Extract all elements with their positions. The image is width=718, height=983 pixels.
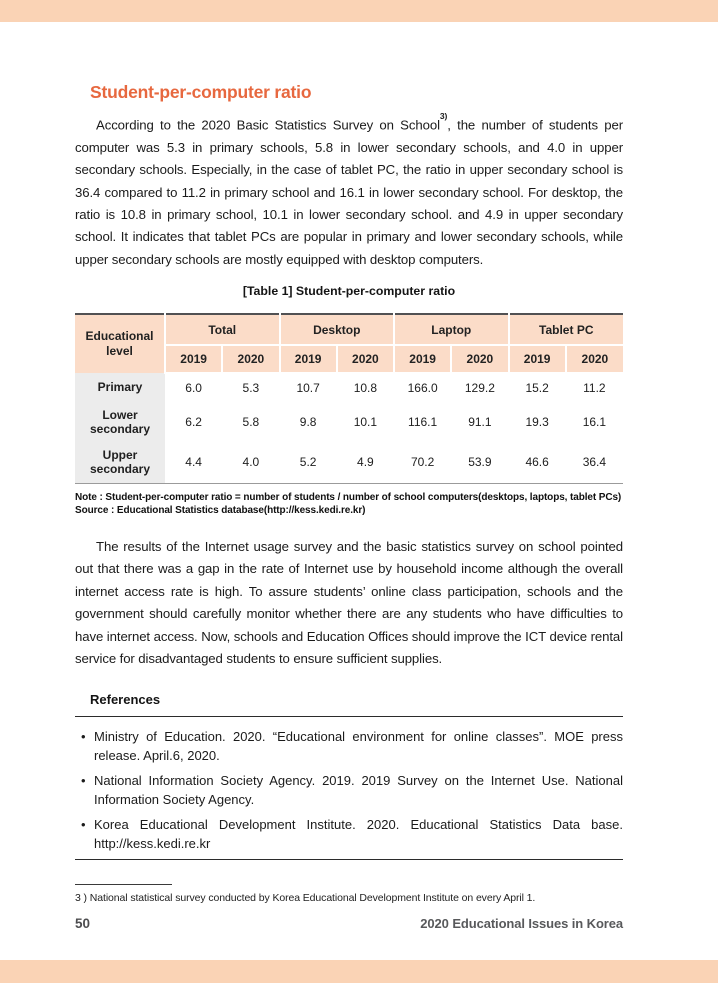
row-label-primary: Primary bbox=[75, 373, 165, 401]
table-source: Source : Educational Statistics database(http://kess.kedi.re.kr) bbox=[75, 504, 366, 516]
table-cell: 9.8 bbox=[299, 414, 317, 429]
table-cell: 16.1 bbox=[582, 414, 607, 429]
table-cell: 129.2 bbox=[464, 380, 495, 395]
book-title: 2020 Educational Issues in Korea bbox=[420, 916, 623, 931]
column-group-total: Total bbox=[165, 314, 280, 345]
paragraph-1-text: According to the 2020 Basic Statistics Survey on School bbox=[96, 117, 440, 133]
footnote-text bbox=[75, 892, 623, 904]
table-row bbox=[75, 373, 623, 401]
table-cell: 19.3 bbox=[525, 414, 549, 429]
reference-text: National Information Society Agency. 2019. 2019 Survey on the Internet Use. National Information Society Agency. bbox=[94, 773, 623, 807]
table-row bbox=[75, 442, 623, 483]
page-content bbox=[75, 0, 623, 983]
page-footer bbox=[75, 916, 623, 931]
table-cell: 5.2 bbox=[299, 455, 317, 470]
table-cell: 10.1 bbox=[353, 414, 378, 429]
table-cell: 46.6 bbox=[525, 455, 549, 470]
column-header-educational-level: Educational level bbox=[75, 314, 165, 373]
section-title: Student-per-computer ratio bbox=[90, 81, 312, 102]
footnote-divider bbox=[75, 884, 172, 885]
table-cell: 15.2 bbox=[525, 380, 549, 395]
paragraph-1-continued: , the number of students per computer was 5.3 in primary schools, 5.8 in lower secondary schools, and 4.0 in upper secondary schools. Especially, in the case of tablet PC, the ratio in upper secondary school is 36.4 compared to 11.2 in primary school and 16.1 in lower secondary school. For desktop, the ratio is 10.8 in primary school, 10.1 in lower secondary school. and 4.9 in upper secondary school. It indicates that tablet PCs are popular in primary and lower secondary schools, while upper secondary schools are mostly equipped with desktop computers. bbox=[75, 117, 624, 267]
table-cell: 4.0 bbox=[242, 455, 260, 470]
year-header: 2020 bbox=[337, 345, 394, 373]
table-wrapper bbox=[75, 313, 623, 484]
table-note: Note : Student-per-computer ratio = number of students / number of school computers(desktops, laptops, tablet PCs) bbox=[75, 492, 622, 503]
year-header: 2019 bbox=[280, 345, 337, 373]
references-heading: References bbox=[90, 692, 161, 707]
table-cell: 5.3 bbox=[242, 380, 260, 395]
table-cell: 116.1 bbox=[408, 414, 438, 429]
references-top-rule bbox=[75, 716, 623, 717]
list-item bbox=[81, 815, 623, 853]
table-cell: 6.2 bbox=[185, 414, 202, 429]
footnote-body: National statistical survey conducted by Korea Educational Development Institute on every April 1. bbox=[86, 892, 536, 904]
paragraph-1 bbox=[75, 110, 623, 271]
row-label-upper-secondary: Upper secondary bbox=[75, 442, 165, 483]
paragraph-2: The results of the Internet usage survey and the basic statistics survey on school pointed out that there was a gap in the rate of Internet use by household income although the overall internet access rate is high. To assure students’ online class participation, schools and the government should carefully monitor whether there are any students who have difficulties to have internet access. Now, schools and Education Offices should improve the ICT device rental service for disadvantaged students to ensure sufficient supplies. bbox=[75, 539, 623, 667]
table-caption bbox=[75, 284, 623, 298]
year-header: 2019 bbox=[165, 345, 222, 373]
table-cell: 4.9 bbox=[357, 455, 374, 470]
table-caption-tag: [Table 1] bbox=[242, 284, 293, 298]
table-cell: 91.1 bbox=[468, 414, 492, 429]
reference-text: Korea Educational Development Institute. 2020. Educational Statistics Data base. http://kess.kedi.re.kr bbox=[94, 817, 623, 851]
list-item bbox=[81, 771, 623, 809]
bottom-page-band bbox=[0, 960, 718, 983]
footnote-marker: 3 ) bbox=[75, 892, 87, 904]
year-header: 2019 bbox=[509, 345, 566, 373]
table-row bbox=[75, 401, 623, 442]
table-caption-text: Student-per-computer ratio bbox=[292, 284, 456, 298]
table-cell: 70.2 bbox=[410, 455, 435, 470]
references-section bbox=[75, 692, 623, 860]
table-notes bbox=[75, 492, 623, 517]
year-header: 2020 bbox=[222, 345, 279, 373]
table-cell: 5.8 bbox=[242, 414, 260, 429]
table-cell: 53.9 bbox=[468, 455, 492, 470]
column-group-desktop: Desktop bbox=[280, 314, 395, 345]
table-cell: 166.0 bbox=[407, 380, 438, 395]
reference-text: Ministry of Education. 2020. “Educational environment for online classes”. MOE press release. April.6, 2020. bbox=[94, 729, 623, 763]
references-bottom-rule bbox=[75, 859, 623, 860]
row-label-lower-secondary: Lower secondary bbox=[75, 401, 165, 442]
bullet-icon: • bbox=[81, 729, 86, 744]
table-cell: 10.7 bbox=[296, 380, 320, 395]
table-cell: 10.8 bbox=[353, 380, 378, 395]
footnote-reference-marker: 3) bbox=[439, 111, 448, 121]
references-list bbox=[75, 727, 623, 853]
table-cell: 11.2 bbox=[583, 380, 606, 395]
year-header: 2020 bbox=[566, 345, 623, 373]
year-header: 2019 bbox=[394, 345, 451, 373]
bullet-icon: • bbox=[81, 817, 86, 832]
page-number: 50 bbox=[75, 916, 91, 931]
table-cell: 4.4 bbox=[185, 455, 202, 470]
footnote-section bbox=[75, 884, 623, 904]
column-group-laptop: Laptop bbox=[394, 314, 509, 345]
list-item bbox=[81, 727, 623, 765]
year-header: 2020 bbox=[451, 345, 508, 373]
bullet-icon: • bbox=[81, 773, 86, 788]
column-group-tablet-pc: Tablet PC bbox=[509, 314, 624, 345]
table-cell: 36.4 bbox=[582, 455, 607, 470]
table-cell: 6.0 bbox=[185, 380, 202, 395]
student-per-computer-table bbox=[75, 313, 623, 484]
